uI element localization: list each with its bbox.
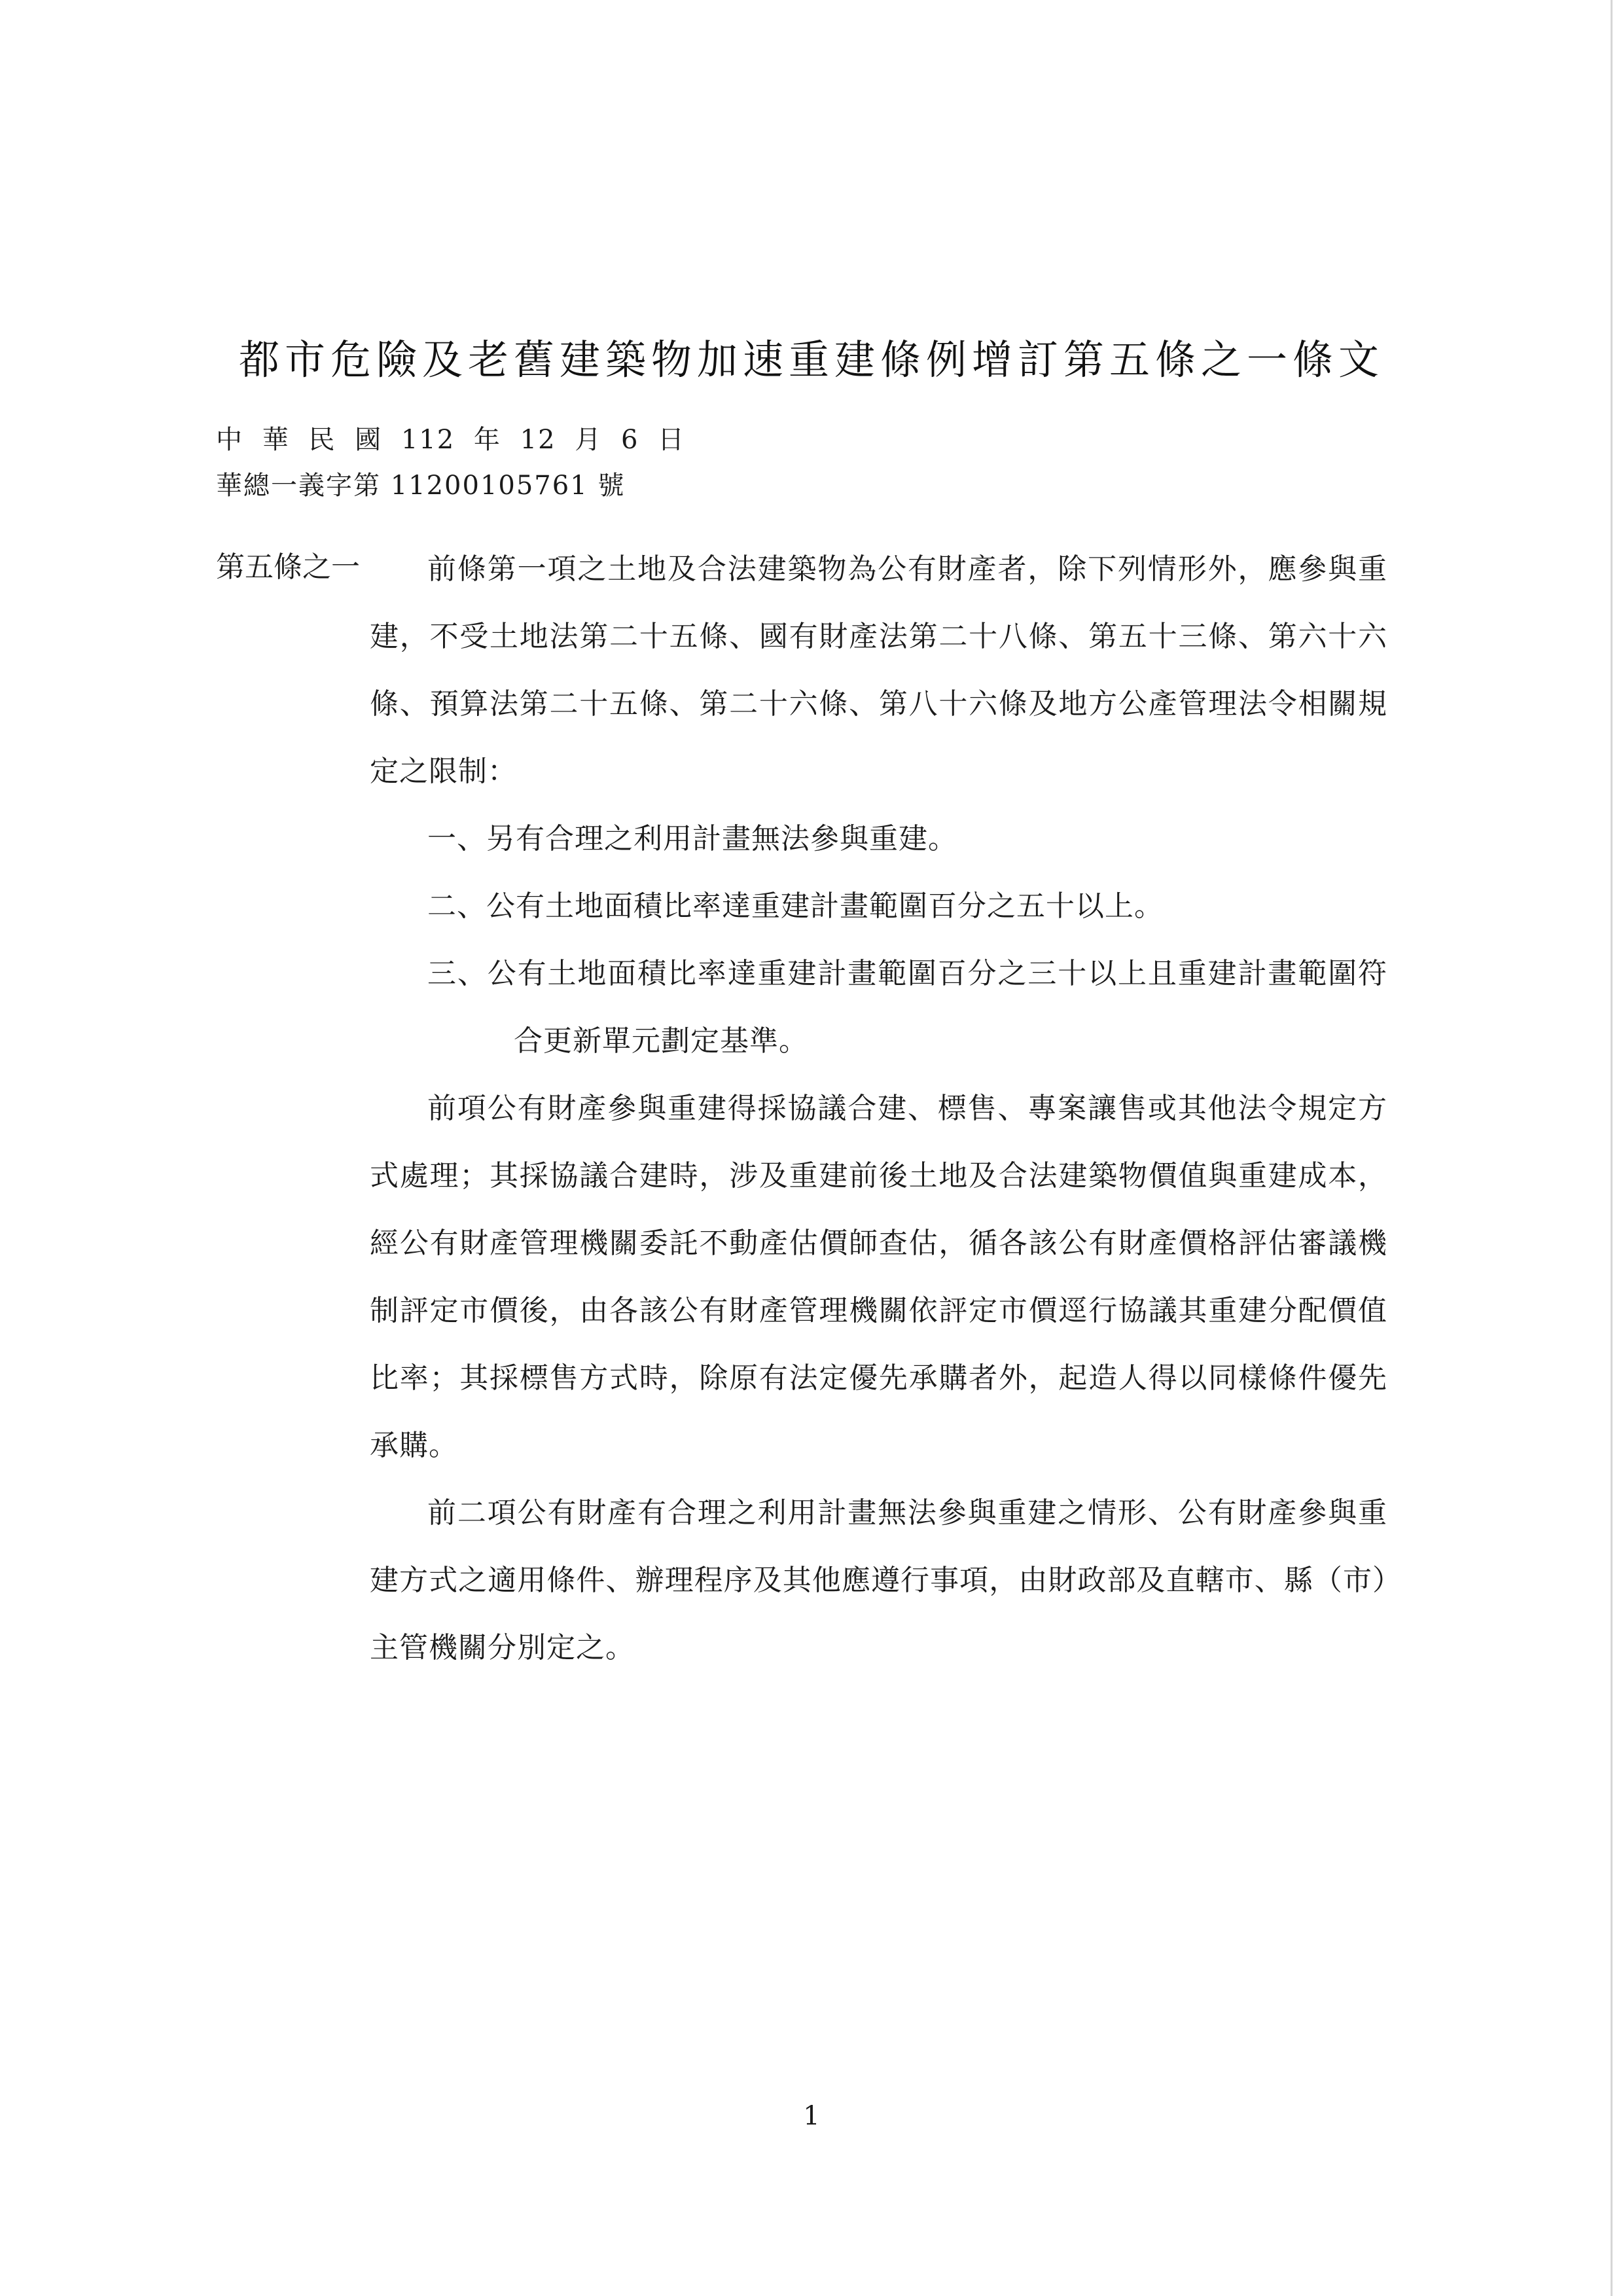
paragraph-2: 前項公有財產參與重建得採協議合建、標售、專案讓售或其他法令規定方式處理；其採協議合建時，涉及重建前後土地及合法建築物價值與重建成本，經公有財產管理機關委託不動產估價師查估，循各該公有財產價格評估審議機制評定市價後，由各該公有財產管理機關依評定市價逕行協議其重建分配價值比率；其採標售方式時，除原有法定優先承購者外，起造人得以同樣條件優先承購。 xyxy=(370,1092,1387,1462)
list-item: 一、另有合理之利用計畫無法參與重建。 xyxy=(427,822,957,855)
list-item: 三、公有土地面積比率達重建計畫範圍百分之三十以上且重建計畫範圍符合更新單元劃定基準。 xyxy=(427,957,1387,1058)
document-title: 都市危險及老舊建築物加速重建條例增訂第五條之一條文 xyxy=(238,336,1384,384)
article-body xyxy=(370,535,1387,1681)
page-number: 1 xyxy=(803,2101,820,2131)
list-item: 二、公有土地面積比率達重建計畫範圍百分之五十以上。 xyxy=(427,889,1164,923)
intro-paragraph: 前條第一項之土地及合法建築物為公有財產者，除下列情形外，應參與重建，不受土地法第二十五條、國有財產法第二十八條、第五十三條、第六十六條、預算法第二十五條、第二十六條、第八十六條及地方公產管理法令相關規定之限制： xyxy=(370,552,1387,788)
exception-list xyxy=(370,805,1387,1075)
paragraph-3: 前二項公有財產有合理之利用計畫無法參與重建之情形、公有財產參與重建方式之適用條件、辦理程序及其他應遵行事項，由財政部及直轄市、縣（市）主管機關分別定之。 xyxy=(370,1496,1387,1664)
promulgation-date: 中 華 民 國 112 年 12 月 6 日 xyxy=(216,425,686,455)
article-label: 第五條之一 xyxy=(216,550,360,584)
document-number: 華總一義字第 11200105761 號 xyxy=(216,471,626,501)
